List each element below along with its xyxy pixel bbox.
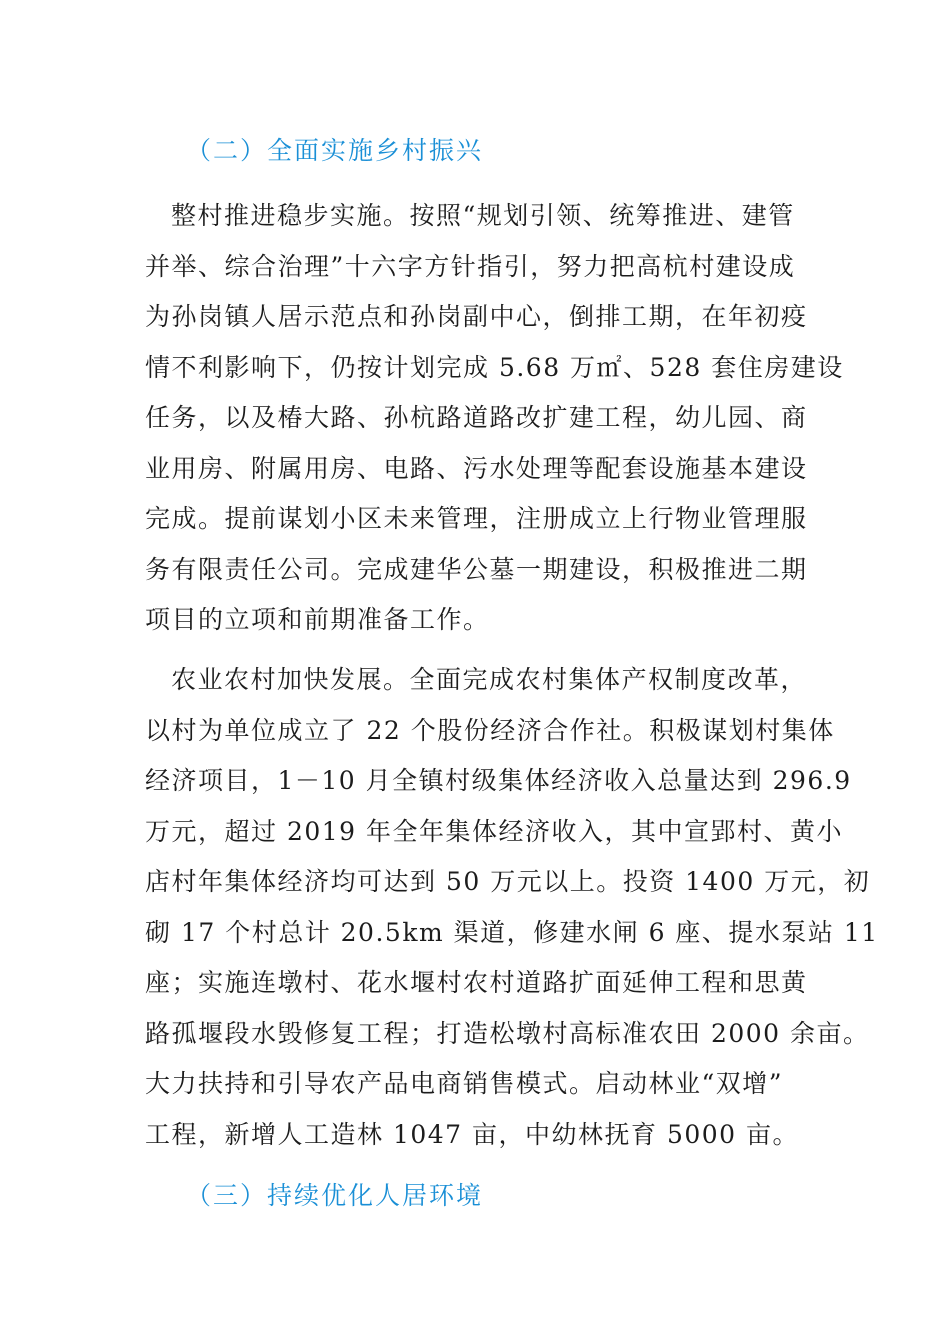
paragraph-line: 业用房、附属用房、电路、污水处理等配套设施基本建设: [145, 453, 808, 483]
paragraph-agriculture: [145, 655, 879, 1160]
paragraph-line: 店村年集体经济均可达到 50 万元以上。投资 1400 万元，初: [145, 867, 871, 896]
paragraph-line: 工程，新增人工造林 1047 亩，中幼林抚育 5000 亩。: [145, 1119, 800, 1149]
paragraph-line: 整村推进稳步实施。按照“规划引领、统筹推进、建管: [171, 201, 795, 230]
paragraph-line: 情不利影响下，仍按计划完成 5.68 万㎡、528 套住房建设: [145, 352, 844, 382]
paragraph-line: 路孤堰段水毁修复工程；打造松墩村高标准农田 2000 余亩。: [145, 1018, 870, 1048]
paragraph-line: 大力扶持和引导农产品电商销售模式。启动林业“双增”: [145, 1069, 784, 1098]
paragraph-line: 砌 17 个村总计 20.5km 渠道，修建水闸 6 座、提水泵站 11: [145, 917, 879, 947]
paragraph-line: 以村为单位成立了 22 个股份经济合作社。积极谋划村集体: [145, 715, 835, 745]
paragraph-line: 万元，超过 2019 年全年集体经济收入，其中宣郢村、黄小: [145, 816, 844, 846]
paragraph-line: 为孙岗镇人居示范点和孙岗副中心，倒排工期，在年初疫: [145, 302, 808, 331]
section-heading-2: （二）全面实施乡村振兴: [186, 136, 484, 165]
paragraph-line: 任务，以及椿大路、孙杭路道路改扩建工程，幼儿园、商: [145, 403, 808, 432]
paragraph-rural-revitalization: [145, 191, 844, 646]
section-heading-3: （三）持续优化人居环境: [186, 1181, 484, 1210]
paragraph-line: 经济项目，1－10 月全镇村级集体经济收入总量达到 296.9: [145, 766, 852, 795]
paragraph-line: 农业农村加快发展。全面完成农村集体产权制度改革，: [171, 665, 808, 694]
paragraph-line: 完成。提前谋划小区未来管理，注册成立上行物业管理服: [145, 504, 808, 533]
paragraph-line: 务有限责任公司。完成建华公墓一期建设，积极推进二期: [145, 554, 808, 584]
paragraph-line: 座；实施连墩村、花水堰村农村道路扩面延伸工程和思黄: [145, 968, 808, 997]
paragraph-line: 并举、综合治理”十六字方针指引，努力把高杭村建设成: [145, 251, 796, 281]
paragraph-line: 项目的立项和前期准备工作。: [145, 605, 490, 634]
